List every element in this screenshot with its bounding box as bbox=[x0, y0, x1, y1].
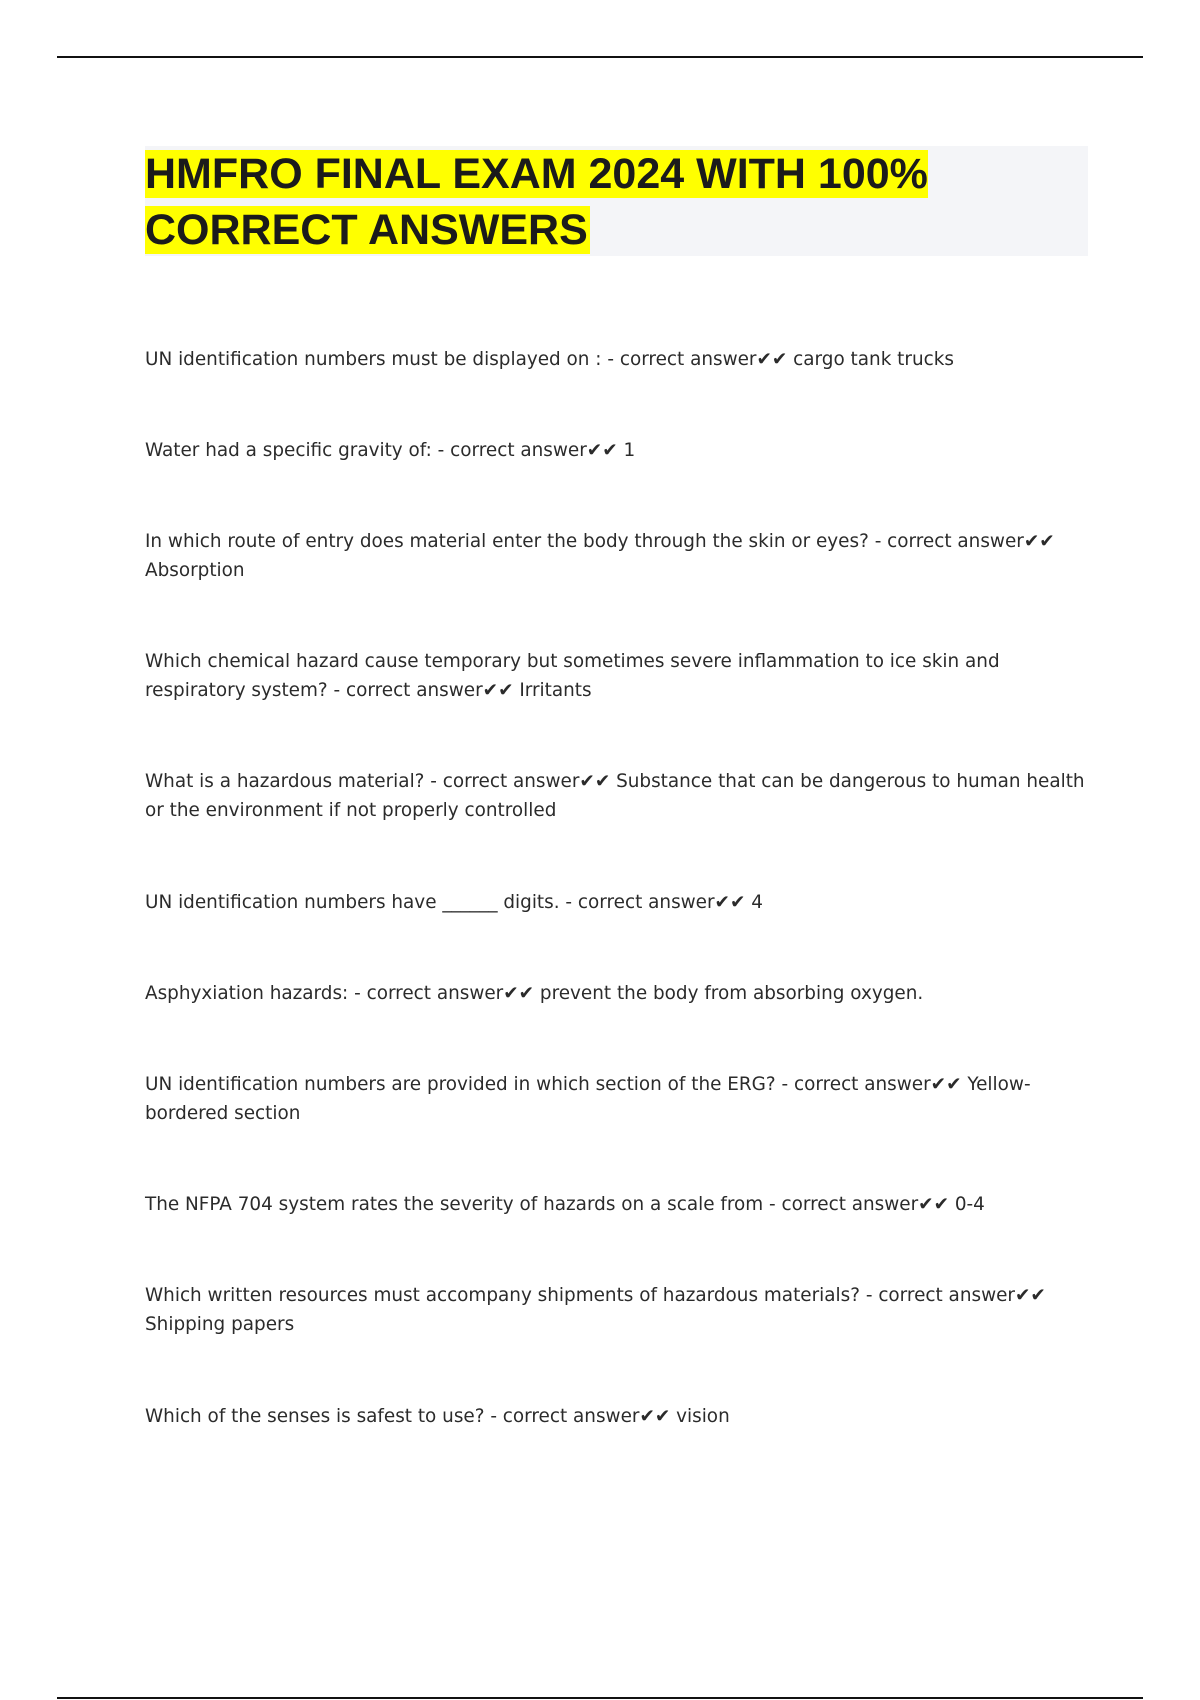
document-title bbox=[145, 146, 1088, 258]
qa-item-4: Which chemical hazard cause temporary but sometimes severe inflammation to ice skin and respiratory system? - correct answer✔✔ Irritants bbox=[145, 651, 1000, 701]
qa-item-2: Water had a specific gravity of: - correct answer✔✔ 1 bbox=[145, 440, 636, 461]
qa-item-1: UN identification numbers must be displayed on : - correct answer✔✔ cargo tank trucks bbox=[145, 349, 954, 370]
qa-item-9: The NFPA 704 system rates the severity of hazards on a scale from - correct answer✔✔ 0-4 bbox=[145, 1194, 985, 1215]
bottom-rule bbox=[57, 1697, 1143, 1699]
top-rule bbox=[57, 56, 1143, 58]
title-block bbox=[145, 146, 1088, 256]
qa-item-5: What is a hazardous material? - correct answer✔✔ Substance that can be dangerous to human health or the environment if not properly controlled bbox=[145, 771, 1085, 821]
qa-item-11: Which of the senses is safest to use? - correct answer✔✔ vision bbox=[145, 1406, 730, 1427]
qa-item-8: UN identification numbers are provided in which section of the ERG? - correct answer✔✔ Yellow-bordered section bbox=[145, 1074, 1031, 1124]
qa-item-10: Which written resources must accompany shipments of hazardous materials? - correct answer✔✔ Shipping papers bbox=[145, 1285, 1046, 1335]
qa-item-3: In which route of entry does material enter the body through the skin or eyes? - correct answer✔✔ Absorption bbox=[145, 531, 1055, 581]
qa-item-6: UN identification numbers have ______ digits. - correct answer✔✔ 4 bbox=[145, 892, 763, 913]
qa-item-7: Asphyxiation hazards: - correct answer✔✔ prevent the body from absorbing oxygen. bbox=[145, 983, 924, 1004]
title-highlight: HMFRO FINAL EXAM 2024 WITH 100% CORRECT ANSWERS bbox=[145, 150, 928, 254]
